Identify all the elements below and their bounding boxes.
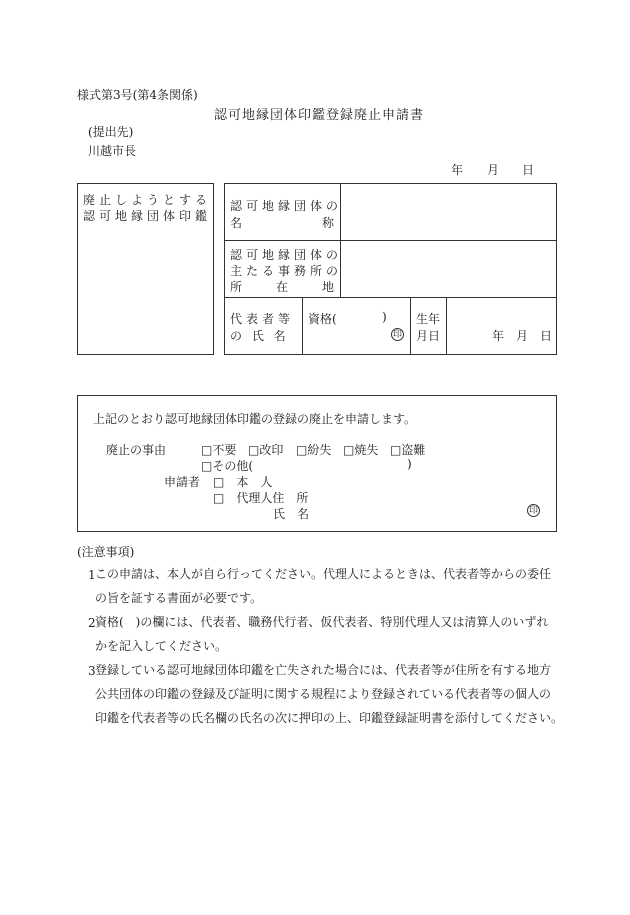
note-item: [95, 610, 565, 658]
qualification-close: ): [382, 310, 387, 324]
reason-checkbox-change[interactable]: □改印: [248, 443, 284, 457]
org-name-field[interactable]: [346, 205, 551, 223]
office-label-3c: 地: [322, 280, 335, 294]
reason-checkbox-lost[interactable]: □紛失: [296, 443, 332, 457]
note-line: 資格( )の欄には、代表者、職務代行者、仮代表者、特別代理人又は清算人のいずれ: [95, 615, 549, 629]
note-item: [95, 658, 565, 730]
birth-month[interactable]: 月: [516, 329, 529, 343]
date-month: 月: [487, 163, 500, 177]
reason-checkbox-other[interactable]: □その他(: [201, 459, 254, 473]
table-row-divider: [224, 240, 557, 241]
office-label-1: 認可地縁団体の: [230, 248, 343, 262]
note-item: [95, 562, 565, 610]
reason-checkbox-burned[interactable]: □焼失: [343, 443, 379, 457]
note-line: かを記入してください。: [95, 639, 228, 653]
document-title: 認可地縁団体印鑑登録廃止申請書: [214, 108, 425, 123]
org-name-label-2a: 名: [230, 216, 243, 230]
org-name-label-1: 認可地縁団体の: [230, 199, 343, 213]
seal-section-label-1: 廃止しようとする: [83, 193, 212, 207]
note-number: 1: [88, 568, 96, 582]
table-col-divider: [302, 297, 303, 355]
representative-label-1: 代表者等: [230, 312, 295, 326]
reason-checkbox-stolen[interactable]: □盗難: [390, 443, 426, 457]
birth-year[interactable]: 年: [492, 329, 505, 343]
seal-section-label-2: 認可地縁団体印鑑: [83, 209, 212, 223]
representative-label-2: の 氏 名: [230, 329, 289, 343]
note-line: 印鑑を代表者等の氏名欄の氏名の次に押印の上、印鑑登録証明書を添付してください。: [95, 711, 564, 725]
qualification-label[interactable]: 資格(: [308, 312, 337, 326]
applicant-name-label: 氏 名: [273, 507, 310, 521]
applicant-self-checkbox[interactable]: □ 本 人: [213, 475, 273, 489]
birth-day[interactable]: 日: [540, 329, 553, 343]
note-line: 登録している認可地縁団体印鑑を亡失された場合には、代表者等が住所を有する地方: [95, 663, 552, 677]
date-year: 年: [451, 163, 464, 177]
reason-checkbox-unneeded[interactable]: □不要: [201, 443, 237, 457]
application-statement: 上記のとおり認可地縁団体印鑑の登録の廃止を申請します。: [93, 412, 417, 426]
org-name-label-2b: 称: [322, 216, 335, 230]
recipient: 川越市長: [88, 144, 137, 158]
birth-label-1: 生年: [416, 312, 441, 326]
applicant-label: 申請者: [164, 475, 201, 489]
office-label-3a: 所: [230, 280, 243, 294]
seal-mark-icon: 印: [528, 506, 538, 516]
office-label-2: 主たる事務所の: [230, 264, 343, 278]
note-line: 公共団体の印鑑の登録及び証明に関する規程により登録されている代表者等の個人の: [95, 687, 552, 701]
note-number: 2: [88, 616, 96, 630]
date-day: 日: [522, 163, 535, 177]
form-number: 様式第3号(第4条関係): [77, 88, 198, 102]
applicant-agent-checkbox[interactable]: □ 代理人住 所: [213, 491, 309, 505]
table-row-divider: [224, 297, 557, 298]
table-col-divider: [410, 297, 411, 355]
reason-label: 廃止の事由: [106, 443, 167, 457]
table-col-divider: [446, 297, 447, 355]
notes-heading: (注意事項): [77, 545, 135, 559]
submit-to-label: (提出先): [88, 125, 134, 139]
note-line: の旨を証する書面が必要です。: [95, 591, 263, 605]
note-line: この申請は、本人が自ら行ってください。代理人によるときは、代表者等からの委任: [95, 567, 552, 581]
note-number: 3: [88, 664, 96, 678]
birth-label-2: 月日: [416, 329, 441, 343]
office-address-field[interactable]: [346, 260, 551, 278]
reason-other-close: ): [407, 457, 412, 471]
office-label-3b: 在: [276, 280, 289, 294]
seal-mark-icon: 印: [392, 330, 402, 340]
